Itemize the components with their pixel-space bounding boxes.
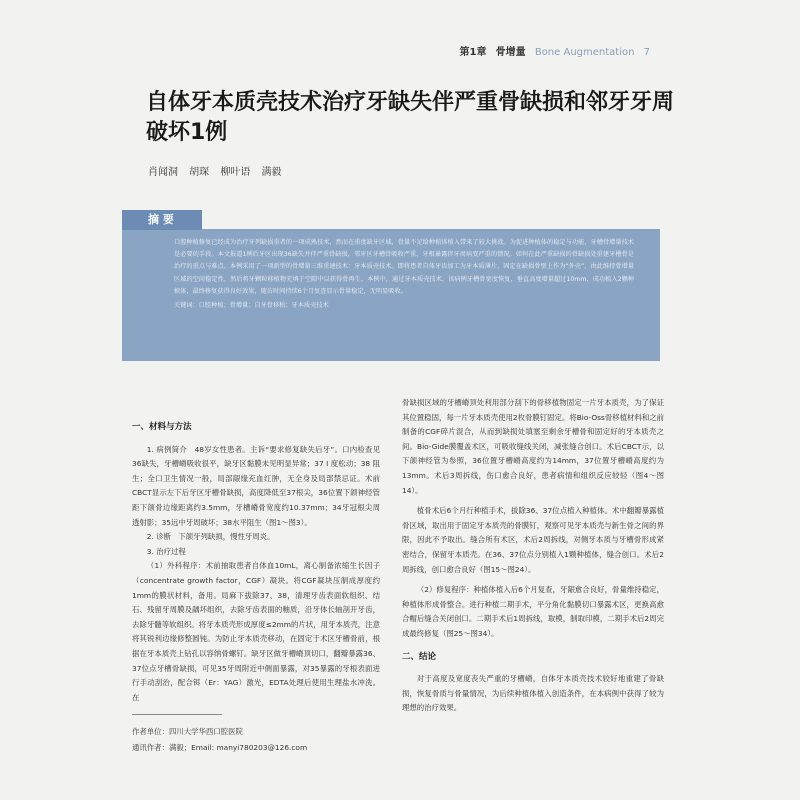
footnote-affiliation: 作者单位：四川大学华西口腔医院 [132,727,243,736]
article-authors: 肖闻洞 胡琛 柳叶语 满毅 [148,167,282,178]
right-column [402,396,664,716]
abstract-box [122,229,660,361]
paragraph-surgical-procedure: （1）外科程序：术前抽取患者自体血10mL，离心制备浓缩生长因子（concentrate growth factor，CGF）凝块。将CGF凝块压制成厚度约1mm的膜状材料，备用。局麻下拔除37、38，清理牙齿表面软组织、结石、残留牙周膜及龋坏组织，去除牙齿表面的釉质，沿牙体长轴剖开牙齿，去除牙髓等软组织。将牙本质壳形成厚度≤2mm的片状，用牙本质壳，注意将其锐利边缘修整圆钝。为防止牙本质壳移动，在固定于术区牙槽骨前，根据在牙本质壳上钻孔以容纳骨螺钉。缺牙区做牙槽嵴顶切口，翻瓣暴露36、37位点牙槽骨缺损，可见35牙周附近中侧面暴露，对35暴露的牙根表面进行手动刮治，配合铒（Er：YAG）激光，EDTA处理后使用生理盐水冲洗。在 [132,561,380,702]
chapter-english-title: Bone Augmentation [534,47,635,58]
article-title: 自体牙本质壳技术治疗牙缺失伴严重骨缺损和邻牙牙周破坏1例 [146,90,675,145]
chapter-label: 第1章 [459,47,487,58]
paragraph-case-intro: 1. 病例简介 48岁女性患者。主诉“要求修复缺失后牙”。口内检查见36缺失，牙槽嵴吸收很平，缺牙区黏膜未见明显异常；37 I 度松动；38 阻生；全口卫生情况一般，局部龈缘充血红肿，无全身及局部禁忌证。术前CBCT显示左下后牙区牙槽骨缺损，高度降低至37根尖，36位置下颌神经管距下颌骨边缘距离约3.5mm，牙槽嵴骨宽度约10.37mm；34牙冠根尖周透射影；35远中牙周破坏；38水平阻生（图1～图3）。 [132,444,380,527]
paragraph-diagnosis: 2. 诊断 下颌牙列缺损，慢性牙周炎。 [146,532,275,542]
abstract-body [174,237,634,312]
abstract-keywords: 关键词：口腔种植；骨增量；自牙骨移植；牙本质壳技术 [174,302,329,310]
page-number: 7 [643,47,650,58]
footnote-correspondence: 通讯作者：满毅；Email: manyi780203@126.com [132,743,308,752]
paragraph-restoration: （2）修复程序：种植体植入后6个月复查，牙龈愈合良好，骨量维持稳定，种植体形成骨整合。进行种植二期手术，平分角化黏膜切口暴露术区，更换高愈合帽后缝合关闭创口。二期手术后1周拆线，取模，制取印模，二期手术后2周完成最终修复（图25～图34）。 [402,585,664,638]
abstract-text: 口腔种植修复已经成为治疗牙列缺损重者的一项成熟技术，然而在重度缺牙区域，骨量不足给种植体植入带来了较大挑战。为促进种植体的稳定与功能，牙槽骨增量技术是必要的手段。本文报道1例后牙区出现36缺失并伴严重骨缺损，邻牙区牙槽骨吸收严重，牙根暴露伴牙周病变严重的情况。如何在此严重缺损的骨缺损处重建牙槽骨是治疗的重点与难点。本例采用了一项新型的骨增量三维重建技术：牙本质壳技术。即将患者自体牙齿加工为牙本质薄片，固定在缺损骨壁上作为“外壳”，由此维持骨增量区域的空间稳定性，然后将牙颗粒移植物充填于空隙中以获得骨再生。本例中，通过牙本质壳技术，该病例牙槽骨宽度恢复，垂直高度增量超过10mm，成功植入2颗种植体，最终修复获得良好效果，随访时间持续6个月复查显示骨量稳定，无明显吸收。 [174,239,634,295]
section-heading-methods: 一、材料与方法 [132,422,192,432]
paragraph-treatment-heading: 3. 治疗过程 [146,546,186,556]
paragraph-surgery-continued: 骨缺损区域的牙槽嵴顶处利用部分刮下的骨移植物固定一片牙本质壳，为了保证其位置稳固，每一片牙本质壳使用2枚骨膜钉固定。将Bio-Oss骨移植材料和之前制备的CGF碎片混合，从而到缺损处填塞至剩余牙槽骨和固定好的牙本质壳之间。Bio-Gide膜覆盖术区，可吸收缝线关闭，减张缝合创口。术后CBCT示，以下颌神经管为参照，36位置牙槽嵴高度约为14mm，37位置牙槽嵴高度约为13mm。术后3周拆线，伤口愈合良好，患者病情和组织反应较轻（图4～图14）。 [402,398,664,495]
running-header [459,43,650,58]
chapter-subject: 骨增量 [495,47,526,58]
paragraph-implant-surgery: 植骨术后6个月行种植手术，拔除36、37位点植入种植体。术中翻瓣暴露植骨区域，取出用于固定牙本质壳的骨膜钉，观察可见牙本质壳与新生骨之间的界限，因此不予取出。缝合所有术区，术后2周拆线，对侧牙本质与牙槽骨形成紧密结合，保留牙本质壳。在36、37位点分别植入1颗种植体，缝合创口。术后2周拆线，创口愈合良好（图15～图24）。 [402,506,664,574]
paragraph-conclusion: 对于高度及宽度丧失严重的牙槽嵴，自体牙本质壳技术较好地重建了骨缺损，恢复骨质与骨量情况，为后续种植体植入创造条件，在本病例中获得了较为理想的治疗效果。 [402,674,664,713]
section-heading-conclusion: 二、结论 [402,651,437,662]
footnote-divider [132,714,222,715]
abstract-label: 摘 要 [122,210,202,230]
left-column [132,420,380,705]
